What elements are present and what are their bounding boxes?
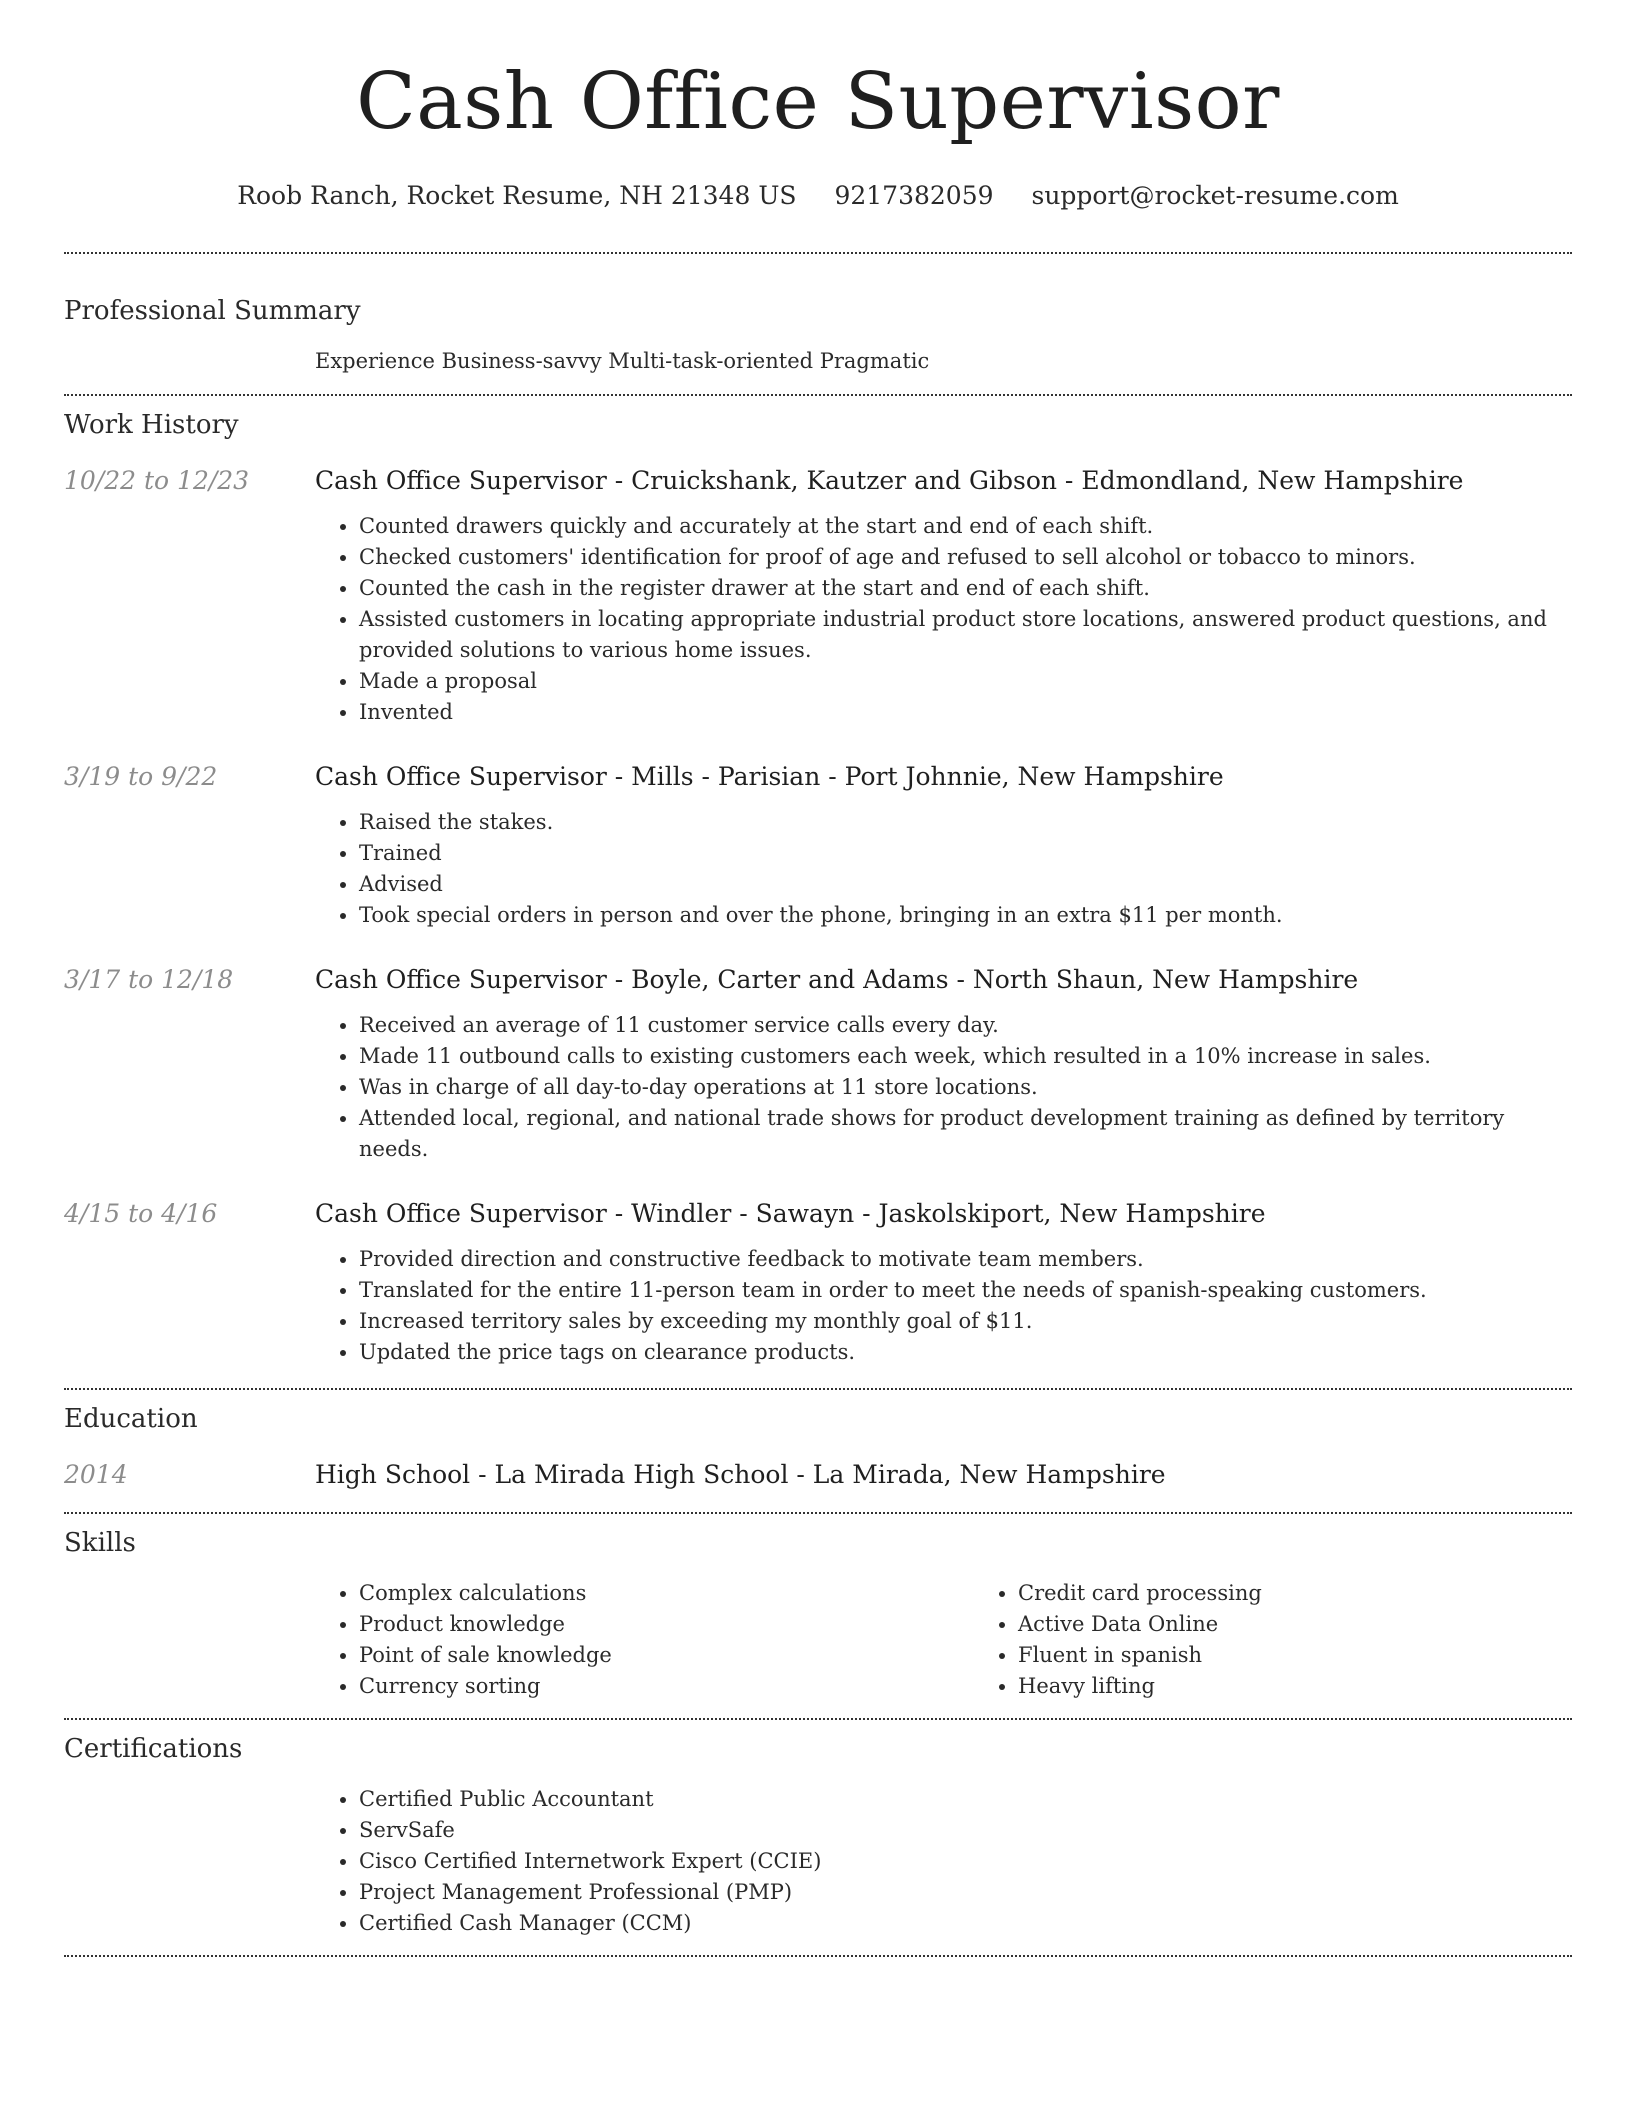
- education-year: 2014: [64, 1460, 128, 1489]
- section-heading-certifications: Certifications: [64, 1734, 243, 1764]
- list-item: • Advised: [359, 869, 1572, 900]
- list-item: • Took special orders in person and over the phone, bringing in an extra $11 per month.: [359, 900, 1572, 931]
- contact-email: support@rocket-resume.com: [1031, 181, 1399, 210]
- education-entry: [64, 1458, 1572, 1492]
- divider: [64, 1718, 1572, 1720]
- list-item: • Checked customers' identification for proof of age and refused to sell alcohol or tobacco to minors.: [359, 542, 1572, 573]
- work-entry: [64, 963, 1572, 1165]
- job-bullets: [315, 1244, 1572, 1368]
- list-item: • Counted the cash in the register drawer at the start and end of each shift.: [359, 573, 1572, 604]
- divider: [64, 1955, 1572, 1957]
- work-entry: [64, 1197, 1572, 1368]
- job-title: Cash Office Supervisor - Mills - Parisian - Port Johnnie, New Hampshire: [315, 762, 1224, 791]
- job-title: Cash Office Supervisor - Windler - Sawayn - Jaskolskiport, New Hampshire: [315, 1199, 1266, 1228]
- list-item: • Project Management Professional (PMP): [359, 1877, 1572, 1908]
- list-item: • Trained: [359, 838, 1572, 869]
- list-item: • ServSafe: [359, 1815, 1572, 1846]
- job-dates: 3/19 to 9/22: [64, 762, 218, 791]
- list-item: • Fluent in spanish: [1018, 1640, 1632, 1671]
- contact-line: [64, 180, 1572, 212]
- divider: [64, 1388, 1572, 1390]
- section-heading-work: Work History: [64, 410, 239, 440]
- job-bullets: [315, 511, 1572, 728]
- list-item: • Credit card processing: [1018, 1578, 1632, 1609]
- list-item: • Assisted customers in locating appropriate industrial product store locations, answered product questions, and provided solutions to various home issues.: [359, 604, 1572, 666]
- skills-list-left: [315, 1578, 974, 1702]
- list-item: • Certified Public Accountant: [359, 1784, 1572, 1815]
- education-title: High School - La Mirada High School - La Mirada, New Hampshire: [315, 1460, 1166, 1489]
- skills-list-right: [974, 1578, 1632, 1702]
- job-dates: 3/17 to 12/18: [64, 965, 234, 994]
- work-entry: [64, 464, 1572, 728]
- job-bullets: [315, 1010, 1572, 1165]
- list-item: • Received an average of 11 customer service calls every day.: [359, 1010, 1572, 1041]
- list-item: • Product knowledge: [359, 1609, 974, 1640]
- list-item: • Was in charge of all day-to-day operations at 11 store locations.: [359, 1072, 1572, 1103]
- summary-row: [64, 346, 1572, 376]
- list-item: • Translated for the entire 11-person team in order to meet the needs of spanish-speaking customers.: [359, 1275, 1572, 1306]
- section-heading-education: Education: [64, 1404, 198, 1434]
- section-heading-summary: Professional Summary: [64, 296, 361, 326]
- divider: [64, 394, 1572, 396]
- list-item: • Made 11 outbound calls to existing customers each week, which resulted in a 10% increase in sales.: [359, 1041, 1572, 1072]
- list-item: • Made a proposal: [359, 666, 1572, 697]
- list-item: • Updated the price tags on clearance products.: [359, 1337, 1572, 1368]
- contact-address: Roob Ranch, Rocket Resume, NH 21348 US: [237, 181, 797, 210]
- list-item: • Certified Cash Manager (CCM): [359, 1908, 1572, 1939]
- job-title: Cash Office Supervisor - Cruickshank, Kautzer and Gibson - Edmondland, New Hampshire: [315, 466, 1464, 495]
- list-item: • Point of sale knowledge: [359, 1640, 974, 1671]
- job-bullets: [315, 807, 1572, 931]
- list-item: • Active Data Online: [1018, 1609, 1632, 1640]
- certifications-list: [315, 1784, 1572, 1939]
- resume-page: [64, 0, 1572, 1957]
- skills-row: [64, 1578, 1572, 1702]
- job-title: Cash Office Supervisor - Boyle, Carter and Adams - North Shaun, New Hampshire: [315, 965, 1359, 994]
- contact-phone: 9217382059: [834, 181, 994, 210]
- list-item: • Invented: [359, 697, 1572, 728]
- list-item: • Provided direction and constructive feedback to motivate team members.: [359, 1244, 1572, 1275]
- list-item: • Raised the stakes.: [359, 807, 1572, 838]
- summary-text: Experience Business-savvy Multi-task-oriented Pragmatic: [315, 349, 930, 373]
- list-item: • Currency sorting: [359, 1671, 974, 1702]
- list-item: • Increased territory sales by exceeding my monthly goal of $11.: [359, 1306, 1572, 1337]
- certifications-row: [64, 1784, 1572, 1939]
- list-item: • Cisco Certified Internetwork Expert (CCIE): [359, 1846, 1572, 1877]
- job-dates: 10/22 to 12/23: [64, 466, 250, 495]
- divider: [64, 252, 1572, 254]
- list-item: • Heavy lifting: [1018, 1671, 1632, 1702]
- resume-title: Cash Office Supervisor: [356, 57, 1280, 147]
- job-dates: 4/15 to 4/16: [64, 1199, 218, 1228]
- list-item: • Counted drawers quickly and accurately at the start and end of each shift.: [359, 511, 1572, 542]
- divider: [64, 1512, 1572, 1514]
- work-entry: [64, 760, 1572, 931]
- list-item: • Attended local, regional, and national trade shows for product development training as defined by territory needs.: [359, 1103, 1572, 1165]
- section-heading-skills: Skills: [64, 1528, 136, 1558]
- list-item: • Complex calculations: [359, 1578, 974, 1609]
